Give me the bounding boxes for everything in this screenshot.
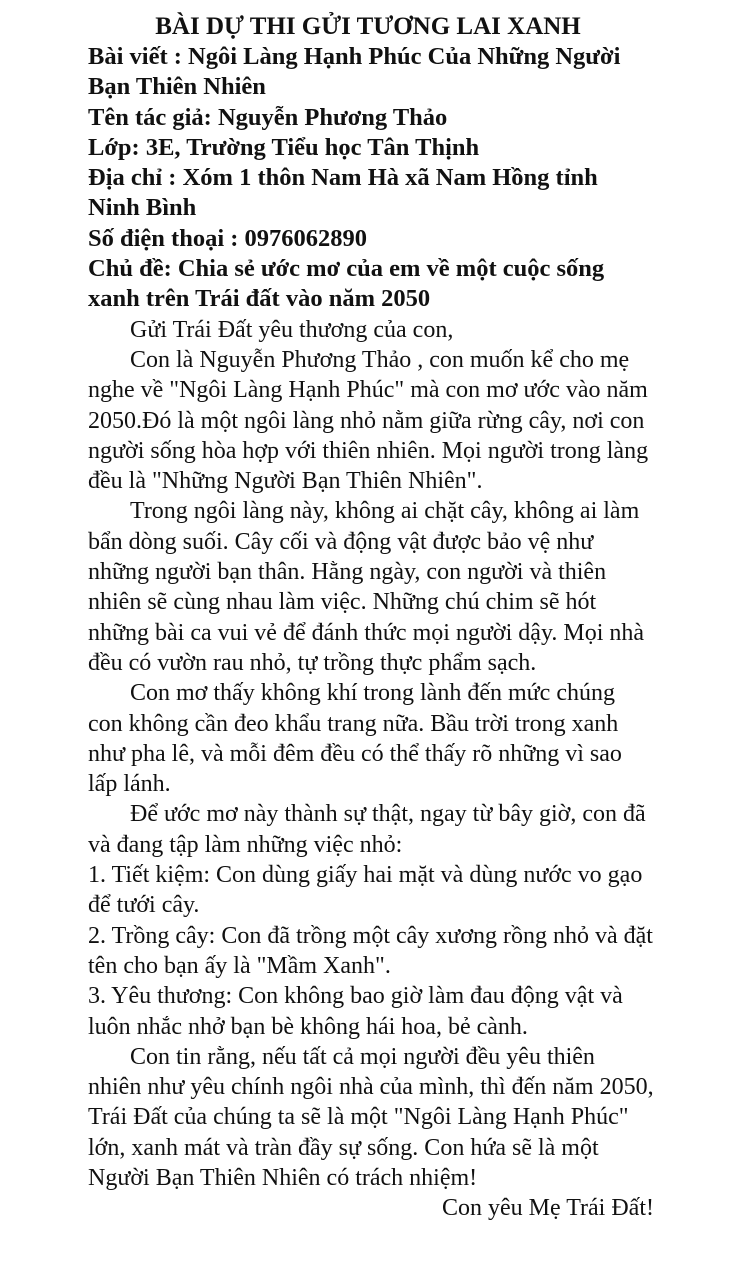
paragraph: Con là Nguyễn Phương Thảo , con muốn kể cho mẹ nghe về "Ngôi Làng Hạnh Phúc" mà con mơ ước vào năm 2050.Đó là một ngôi làng nhỏ nằm giữa rừng cây, nơi con người sống hòa hợp với thiên nhiên. Mọi người trong làng đều là "Những Người Bạn Thiên Nhiên". — [88, 346, 649, 495]
class-line: Lớp: 3E, Trường Tiểu học Tân Thịnh — [88, 133, 480, 161]
closing-paragraph: Con tin rằng, nếu tất cả mọi người đều yêu thiên nhiên như yêu chính ngôi nhà của mình, thì đến năm 2050, Trái Đất của chúng ta sẽ là một "Ngôi Làng Hạnh Phúc" lớn, xanh mát và tràn đầy sự sống. Con hứa sẽ là một Người Bạn Thiên Nhiên có trách nhiệm! — [88, 1043, 654, 1191]
list-item: 2. Trồng cây: Con đã trồng một cây xương rồng nhỏ và đặt tên cho bạn ấy là "Mầm Xanh". — [88, 922, 653, 979]
paragraph: Để ước mơ này thành sự thật, ngay từ bây giờ, con đã và đang tập làm những việc nhỏ: — [88, 801, 646, 858]
signature: Con yêu Mẹ Trái Đất! — [442, 1195, 654, 1222]
paragraph: Con mơ thấy không khí trong lành đến mức chúng con không cần đeo khẩu trang nữa. Bầu trời trong xanh như pha lê, và mỗi đêm đều có thể thấy rõ những vì sao lấp lánh. — [88, 680, 622, 798]
list-item: 1. Tiết kiệm: Con dùng giấy hai mặt và dùng nước vo gạo để tưới cây. — [88, 862, 643, 919]
author-line: Tên tác giả: Nguyễn Phương Thảo — [88, 103, 448, 131]
topic-line: Chủ đề: Chia sẻ ước mơ của em về một cuộc sống xanh trên Trái đất vào năm 2050 — [88, 255, 605, 313]
address-line: Địa chỉ : Xóm 1 thôn Nam Hà xã Nam Hồng tỉnh Ninh Bình — [88, 164, 598, 222]
phone-line: Số điện thoại : 0976062890 — [88, 224, 368, 252]
document-title: BÀI DỰ THI GỬI TƯƠNG LAI XANH — [155, 13, 581, 40]
paragraph: Trong ngôi làng này, không ai chặt cây, không ai làm bẩn dòng suối. Cây cối và động vật được bảo vệ như những người bạn thân. Hằng ngày, con người và thiên nhiên sẽ cùng nhau làm việc. Những chú chim sẽ hót những bài ca vui vẻ để đánh thức mọi người dậy. Mọi nhà đều có vườn rau nhỏ, tự trồng thực phẩm sạch. — [88, 498, 645, 676]
list-item: 3. Yêu thương: Con không bao giờ làm đau động vật và luôn nhắc nhở bạn bè không hái hoa, bẻ cành. — [88, 983, 623, 1040]
article-title: Bài viết : Ngôi Làng Hạnh Phúc Của Những Người Bạn Thiên Nhiên — [88, 43, 621, 101]
greeting: Gửi Trái Đất yêu thương của con, — [130, 316, 454, 343]
